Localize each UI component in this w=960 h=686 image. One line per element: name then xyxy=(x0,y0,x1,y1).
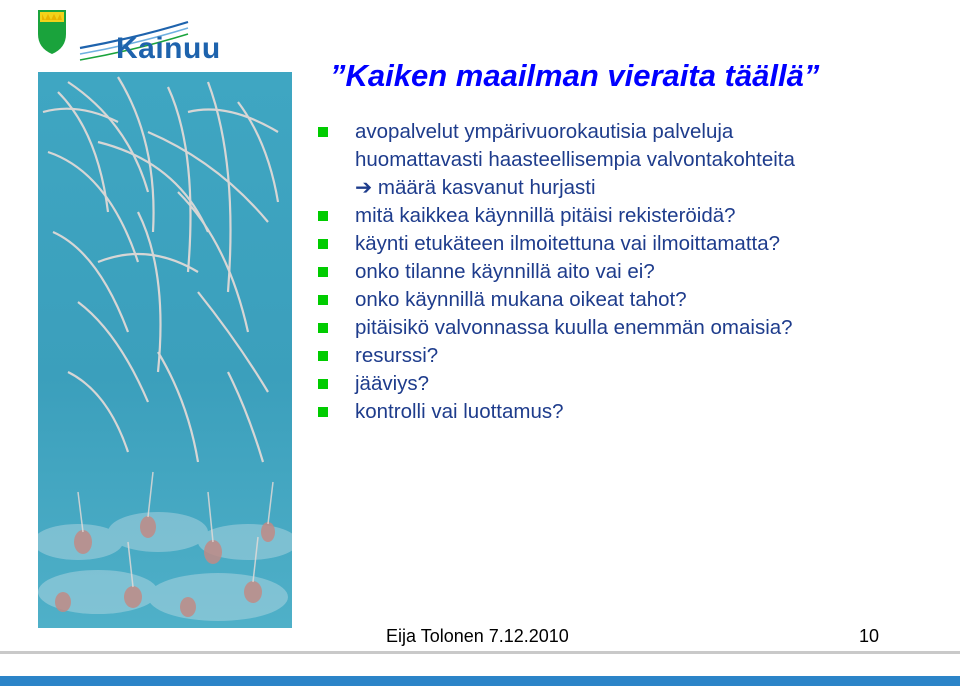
decorative-painting xyxy=(38,72,292,628)
list-item: mitä kaikkea käynnillä pitäisi rekisteröidä? xyxy=(318,202,948,230)
list-item: kontrolli vai luottamus? xyxy=(318,398,948,426)
footer-bar xyxy=(0,676,960,686)
list-item: avopalvelut ympärivuorokautisia palveluja xyxy=(318,118,948,146)
bullet-icon xyxy=(318,323,328,333)
bullet-icon xyxy=(318,407,328,417)
bullet-list xyxy=(318,118,948,426)
slide-title: ”Kaiken maailman vieraita täällä” xyxy=(330,58,820,93)
list-item: onko tilanne käynnillä aito vai ei? xyxy=(318,258,948,286)
logo-text: Kainuu xyxy=(116,32,221,65)
arrow-icon: ➔ xyxy=(355,176,373,199)
bullet-icon xyxy=(318,211,328,221)
bullet-icon xyxy=(318,127,328,137)
footer-divider xyxy=(0,651,960,654)
list-item: jääviys? xyxy=(318,370,948,398)
bullet-icon xyxy=(318,267,328,277)
footer-author-date: Eija Tolonen 7.12.2010 xyxy=(386,626,569,646)
bullet-icon xyxy=(318,239,328,249)
list-item: onko käynnillä mukana oikeat tahot? xyxy=(318,286,948,314)
list-item: huomattavasti haasteellisempia valvontakohteita xyxy=(355,148,795,171)
list-item: pitäisikö valvonnassa kuulla enemmän omaisia? xyxy=(318,314,948,342)
bullet-icon xyxy=(318,351,328,361)
list-item: ➔ määrä kasvanut hurjasti xyxy=(355,176,596,199)
kainuu-logo xyxy=(36,8,221,68)
list-item: resurssi? xyxy=(318,342,948,370)
bullet-icon xyxy=(318,379,328,389)
list-item: käynti etukäteen ilmoitettuna vai ilmoittamatta? xyxy=(318,230,948,258)
bullet-icon xyxy=(318,295,328,305)
page-number: 10 xyxy=(859,626,880,646)
